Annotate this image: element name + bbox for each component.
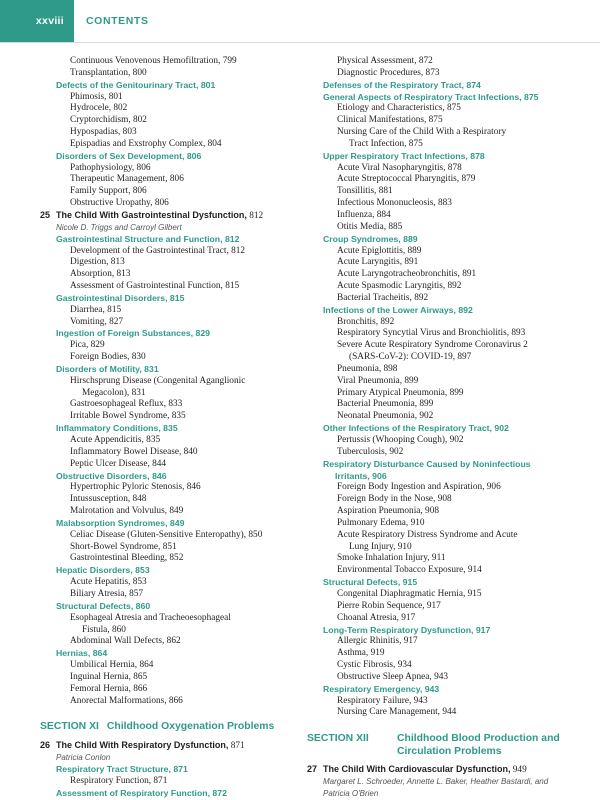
- toc-entry: Bacterial Tracheitis, 892: [337, 292, 429, 303]
- toc-heading: Obstructive Disorders, 846: [56, 470, 167, 481]
- toc-right-column: [307, 56, 597, 800]
- chapter-number: 27: [307, 764, 318, 775]
- toc-entry: Epispadias and Exstrophy Complex, 804: [70, 138, 222, 149]
- section-title-continuation: [307, 745, 597, 758]
- toc-heading: Upper Respiratory Tract Infections, 878: [323, 150, 485, 161]
- toc-heading: Gastrointestinal Structure and Function, 812: [56, 233, 240, 244]
- toc-entry: Bronchitis, 892: [337, 316, 395, 327]
- toc-entry: Neonatal Pneumonia, 902: [337, 411, 434, 422]
- toc-heading: Hernias, 864: [56, 648, 108, 659]
- toc-entry: Acute Viral Nasopharyngitis, 878: [337, 162, 462, 173]
- toc-entry: Etiology and Characteristics, 875: [337, 103, 461, 114]
- toc-entry: Allergic Rhinitis, 917: [337, 636, 418, 647]
- toc-entry: Nursing Care Management, 944: [337, 707, 457, 718]
- toc-entry: Phimosis, 801: [70, 91, 123, 102]
- toc-entry-continuation: Megacolon), 831: [82, 387, 146, 398]
- spacer: [307, 719, 597, 732]
- section-title: Childhood Blood Production and: [397, 733, 560, 745]
- toc-heading: Infections of the Lower Airways, 892: [323, 304, 473, 315]
- chapter-page: 871: [228, 741, 245, 752]
- toc-entry: Respiratory Failure, 943: [337, 695, 428, 706]
- toc-entry-continuation: Tract Infection, 875: [349, 138, 423, 149]
- chapter-title: The Child With Gastrointestinal Dysfunction,: [56, 209, 247, 220]
- toc-entry: Intussusception, 848: [70, 494, 147, 505]
- toc-entry: Obstructive Uropathy, 806: [70, 198, 169, 209]
- toc-entry-continuation: Fistula, 860: [82, 624, 126, 635]
- toc-entry: Respiratory Syncytial Virus and Bronchiolitis, 893: [337, 328, 526, 339]
- toc-entry: Femoral Hernia, 866: [70, 683, 148, 694]
- toc-entry: Malrotation and Volvulus, 849: [70, 506, 184, 517]
- toc-entry: Hydrocele, 802: [70, 103, 128, 114]
- toc-entry: Viral Pneumonia, 899: [337, 375, 419, 386]
- toc-entry: Hypospadias, 803: [70, 127, 137, 138]
- toc-entry: Celiac Disease (Gluten-Sensitive Enteropathy), 850: [70, 529, 263, 540]
- toc-entry: Development of the Gastrointestinal Tract, 812: [70, 245, 246, 256]
- toc-entry: Transplantation, 800: [70, 67, 147, 78]
- toc-heading: General Aspects of Respiratory Tract Infections, 875: [323, 91, 539, 102]
- toc-entry: Acute Laryngitis, 891: [337, 257, 419, 268]
- toc-entry: Pertussis (Whooping Cough), 902: [337, 435, 464, 445]
- toc-entry: Short-Bowel Syndrome, 851: [70, 541, 177, 552]
- toc-entry-continuation: Lung Injury, 910: [349, 541, 412, 552]
- toc-heading: Assessment of Respiratory Function, 872: [56, 787, 227, 798]
- toc-entry: Inflammatory Bowel Disease, 840: [70, 446, 198, 457]
- toc-entry: Smoke Inhalation Injury, 911: [337, 553, 446, 564]
- toc-heading: Disorders of Sex Development, 806: [56, 150, 202, 161]
- chapter-title: The Child With Cardiovascular Dysfunction,: [323, 764, 511, 775]
- toc-entry: Pierre Robin Sequence, 917: [337, 600, 441, 611]
- toc-entry: Cryptorchidism, 802: [70, 115, 147, 126]
- toc-heading: Malabsorption Syndromes, 849: [56, 517, 185, 528]
- toc-entry: Family Support, 806: [70, 186, 147, 197]
- toc-heading: Respiratory Emergency, 943: [323, 683, 440, 694]
- toc-entry: Otitis Media, 885: [337, 221, 403, 232]
- toc-entry: Pulmonary Edema, 910: [337, 517, 425, 528]
- toc-entry: Influenza, 884: [337, 209, 391, 220]
- toc-heading: Inflammatory Conditions, 835: [56, 423, 178, 434]
- toc-heading: Structural Defects, 860: [56, 600, 151, 611]
- toc-entry: Pathophysiology, 806: [70, 162, 151, 173]
- toc-entry: Abdominal Wall Defects, 862: [70, 636, 181, 647]
- toc-entry: Clinical Manifestations, 875: [337, 115, 443, 126]
- toc-entry: Physical Assessment, 872: [337, 56, 433, 66]
- toc-entry: Tonsillitis, 881: [337, 186, 393, 197]
- toc-entry: Assessment of Gastrointestinal Function, 815: [70, 281, 240, 292]
- chapter-number: 25: [40, 209, 51, 220]
- section-heading: [40, 720, 312, 734]
- toc-entry: Respiratory Function, 871: [70, 775, 168, 786]
- toc-heading: Respiratory Disturbance Caused by Noninfectious: [323, 458, 531, 469]
- toc-entry: Gastrointestinal Bleeding, 852: [70, 553, 184, 564]
- chapter-number: 26: [40, 740, 51, 751]
- toc-entry: Acute Laryngotracheobronchitis, 891: [337, 269, 477, 280]
- chapter-entry: [307, 764, 597, 776]
- header-divider: [0, 42, 600, 43]
- toc-entry: Biliary Atresia, 857: [70, 588, 144, 599]
- toc-entry: Digestion, 813: [70, 257, 125, 268]
- toc-entry: Irritable Bowel Syndrome, 835: [70, 411, 186, 422]
- toc-entry: Esophageal Atresia and Tracheoesophageal: [70, 612, 231, 623]
- toc-heading-continuation: Irritants, 906: [335, 470, 387, 481]
- toc-entry: Diagnostic Procedures, 873: [337, 67, 440, 78]
- spacer: [40, 707, 312, 720]
- toc-heading: Hepatic Disorders, 853: [56, 565, 150, 576]
- chapter-page: 812: [246, 210, 264, 221]
- section-title: Circulation Problems: [397, 746, 502, 758]
- toc-entry: Tuberculosis, 902: [337, 446, 404, 457]
- chapter-page: 949: [510, 765, 527, 776]
- chapter-authors: Margaret L. Schroeder, Annette L. Baker, Heather Bastardi, and: [323, 777, 549, 787]
- toc-entry-continuation: (SARS-CoV-2): COVID-19, 897: [349, 352, 472, 363]
- toc-entry: Anorectal Malformations, 866: [70, 695, 183, 706]
- toc-entry: Acute Spasmodic Laryngitis, 892: [337, 281, 462, 292]
- toc-entry: Severe Acute Respiratory Syndrome Coronavirus 2: [337, 340, 528, 351]
- toc-entry: Foreign Body in the Nose, 908: [337, 494, 452, 505]
- chapter-entry: [40, 740, 312, 752]
- section-title: Childhood Oxygenation Problems: [106, 721, 275, 733]
- toc-entry: Acute Epiglottitis, 889: [337, 245, 422, 256]
- toc-entry: Peptic Ulcer Disease, 844: [70, 458, 167, 469]
- toc-heading: Defenses of the Respiratory Tract, 874: [323, 79, 481, 90]
- toc-entry: Bacterial Pneumonia, 899: [337, 399, 434, 410]
- toc-entry: Inguinal Hernia, 865: [70, 671, 148, 682]
- chapter-entry: [40, 210, 312, 222]
- toc-entry: Gastroesophageal Reflux, 833: [70, 399, 183, 410]
- chapter-authors: Patricia O'Brien: [323, 788, 379, 798]
- toc-entry: Choanal Atresia, 917: [337, 612, 416, 623]
- toc-entry: Acute Hepatitis, 853: [70, 577, 147, 588]
- chapter-authors: Patricia Conlon: [56, 753, 111, 763]
- toc-entry: Acute Appendicitis, 835: [70, 435, 161, 445]
- page-number: xxviii: [0, 0, 74, 42]
- toc-entry: Primary Atypical Pneumonia, 899: [337, 387, 464, 398]
- toc-heading: Structural Defects, 915: [323, 577, 418, 588]
- toc-entry: Hypertrophic Pyloric Stenosis, 846: [70, 482, 201, 493]
- toc-entry: Continuous Venovenous Hemofiltration, 799: [70, 56, 237, 66]
- toc-heading: Defects of the Genitourinary Tract, 801: [56, 79, 216, 90]
- toc-heading: Respiratory Tract Structure, 871: [56, 764, 188, 775]
- toc-entry: Foreign Bodies, 830: [70, 352, 146, 363]
- toc-heading: Ingestion of Foreign Substances, 829: [56, 328, 210, 339]
- toc-entry: Diarrhea, 815: [70, 304, 122, 315]
- toc-heading: Long-Term Respiratory Dysfunction, 917: [323, 624, 491, 635]
- toc-entry: Nursing Care of the Child With a Respiratory: [337, 127, 507, 138]
- toc-entry: Absorption, 813: [70, 269, 131, 280]
- toc-entry: Obstructive Sleep Apnea, 943: [337, 671, 449, 682]
- toc-heading: Croup Syndromes, 889: [323, 233, 418, 244]
- toc-heading: Gastrointestinal Disorders, 815: [56, 292, 185, 303]
- toc-entry: Umbilical Hernia, 864: [70, 660, 154, 671]
- toc-entry: Pica, 829: [70, 340, 105, 351]
- section-heading: [307, 732, 597, 745]
- toc-entry: Vomiting, 827: [70, 316, 124, 327]
- toc-entry: Acute Streptococcal Pharyngitis, 879: [337, 174, 476, 185]
- toc-entry: Therapeutic Management, 806: [70, 174, 184, 185]
- toc-entry: Infectious Mononucleosis, 883: [337, 198, 452, 209]
- chapter-authors: Nicole D. Triggs and Carroyl Gilbert: [56, 222, 182, 232]
- toc-entry: Environmental Tobacco Exposure, 914: [337, 565, 482, 576]
- chapter-title: The Child With Respiratory Dysfunction,: [56, 740, 229, 751]
- toc-entry: Foreign Body Ingestion and Aspiration, 906: [337, 482, 501, 493]
- page-header: [0, 0, 600, 42]
- toc-entry: Pneumonia, 898: [337, 363, 398, 374]
- running-title: CONTENTS: [86, 15, 149, 27]
- toc-entry: Congenital Diaphragmatic Hernia, 915: [337, 588, 482, 599]
- section-label: SECTION XII: [307, 733, 369, 745]
- toc-entry: Acute Respiratory Distress Syndrome and Acute: [337, 529, 518, 540]
- toc-entry: Cystic Fibrosis, 934: [337, 660, 412, 671]
- toc-entry: Asthma, 919: [337, 648, 385, 659]
- toc-heading: Disorders of Motility, 831: [56, 363, 159, 374]
- toc-entry: Aspiration Pneumonia, 908: [337, 506, 439, 517]
- toc-entry: Hirschsprung Disease (Congenital Aganglionic: [70, 375, 246, 386]
- section-label: SECTION XI: [40, 721, 99, 733]
- toc-heading: Other Infections of the Respiratory Tract, 902: [323, 423, 509, 434]
- toc-left-column: [40, 56, 312, 800]
